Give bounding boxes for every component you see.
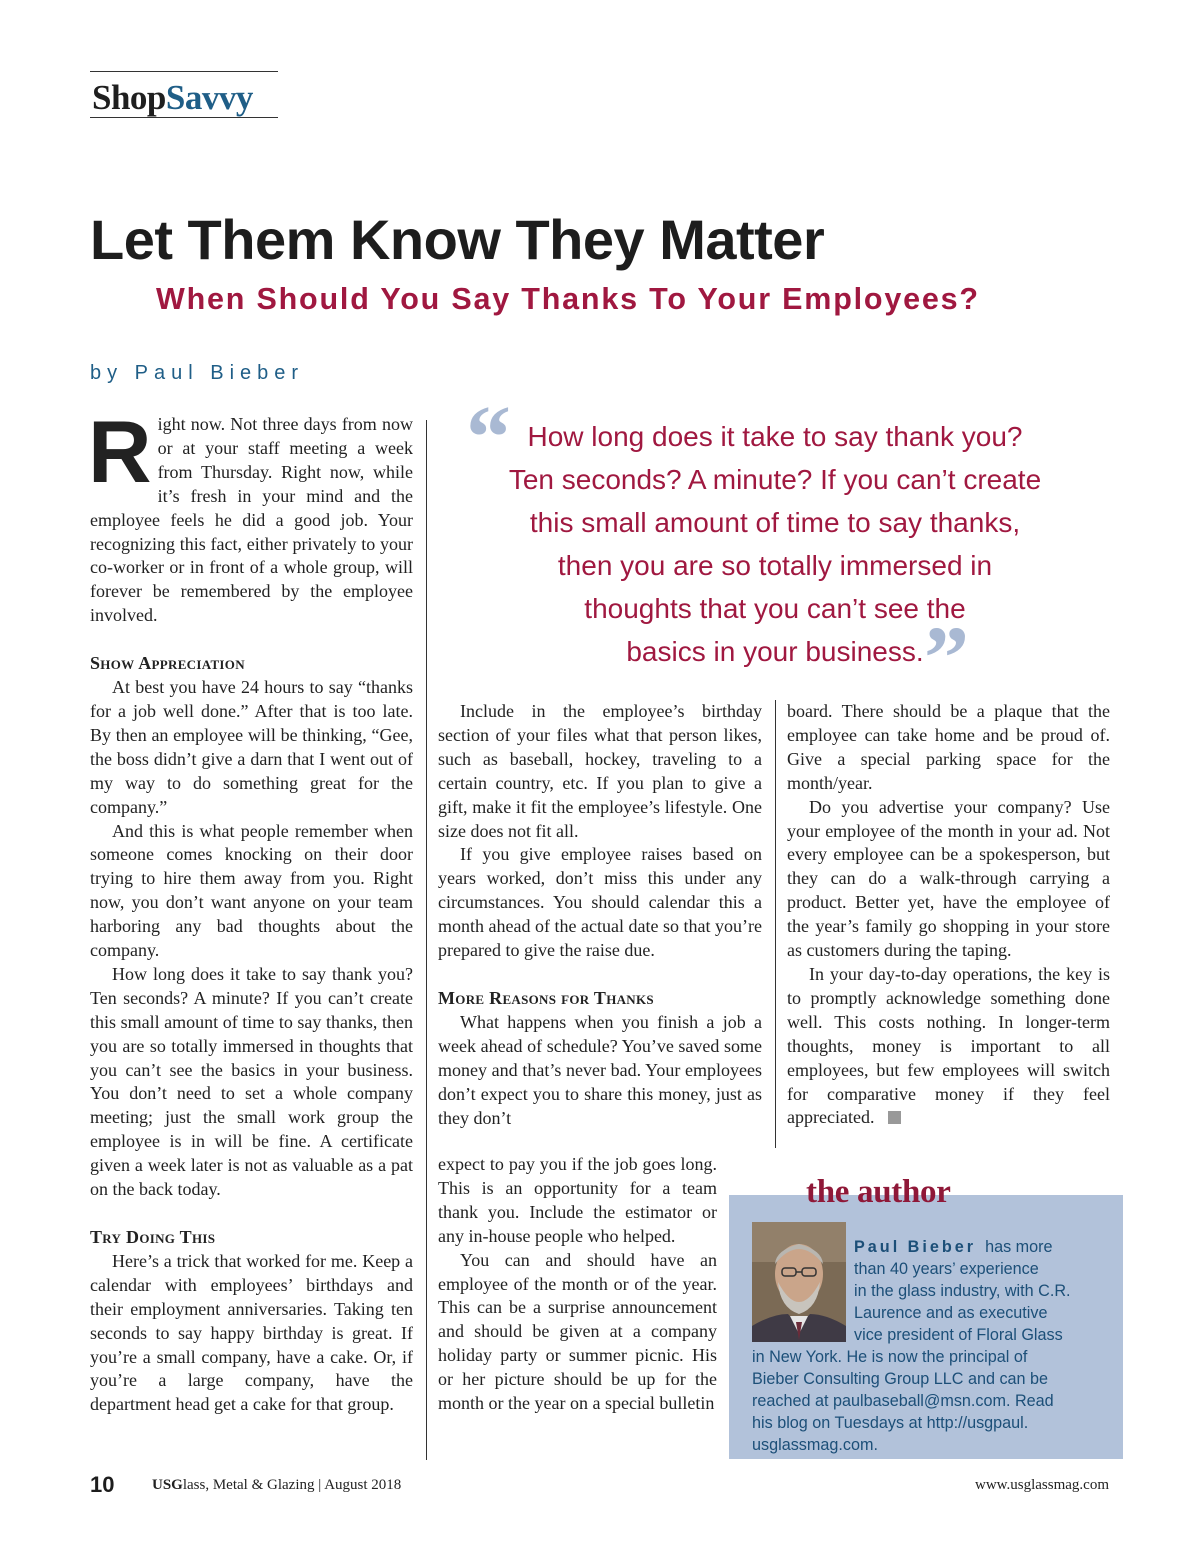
pull-quote — [462, 415, 1088, 673]
department-rule-bottom — [90, 117, 278, 118]
pull-quote-line: this small amount of time to say thanks, — [529, 507, 1021, 538]
column-rule-1 — [426, 420, 427, 1460]
paragraph: If you give employee raises based on years worked, don’t miss this under any circumstances. You should calendar this a month ahead of the actual date so that you’re prepared to give the raise due. — [438, 844, 762, 961]
department-rule-top — [90, 71, 278, 72]
publication-name: USGlass, Metal & Glazing | August 2018 — [152, 1477, 402, 1493]
author-bio-line: in the glass industry, with C.R. — [854, 1282, 1071, 1300]
column-2 — [438, 700, 762, 1130]
open-quote-mark: “ — [466, 388, 511, 487]
issue-date: August 2018 — [324, 1477, 402, 1493]
author-bio-line: than 40 years’ experience — [854, 1260, 1039, 1278]
intro-text: ight now. Not three days from now or at your staff meeting a week from Thursday. Right now, while it’s fresh in your mind and the employee feels he did a good job. Your recognizing this fact, either privately to your co-worker or in front of a whole group, will forever be remembered by the employee involved. — [90, 414, 413, 626]
pull-quote-line: thoughts that you can’t see the — [584, 593, 966, 624]
column-2-narrow — [438, 1153, 717, 1416]
section-heading-show-appreciation: Show Appreciation — [90, 653, 245, 674]
paragraph: Here’s a trick that worked for me. Keep a calendar with employees’ birthdays and their employment anniversaries. Taking ten seconds to say happy birthday is great. If you’re a small company, have a cake. Or, if you’re a large company, have the department head get a cake for that group. — [90, 1250, 413, 1415]
author-bio-line: Paul Bieber has more — [854, 1238, 1053, 1256]
section-heading-more-reasons: More Reasons for Thanks — [438, 987, 654, 1008]
author-bio-line: Bieber Consulting Group LLC and can be — [752, 1370, 1049, 1388]
paragraph-text: In your day-to-day operations, the key is to promptly acknowledge something done well. This costs nothing. In longer-term thoughts, money is important to all employees, but few employees will switch for comparative money if they feel appreciated. — [787, 963, 1110, 1128]
page-number: 10 — [90, 1472, 115, 1497]
department-label-part2: Savvy — [165, 78, 253, 117]
author-name: Paul Bieber — [854, 1238, 977, 1256]
column-rule-2 — [775, 700, 776, 1148]
close-quote-mark: ” — [924, 609, 969, 708]
end-of-article-mark — [888, 1111, 901, 1124]
column-1 — [88, 402, 413, 1417]
author-bio-line: Laurence and as executive — [854, 1304, 1048, 1322]
column-3 — [787, 700, 1110, 1130]
author-bio-line: reached at paulbaseball@msn.com. Read — [752, 1392, 1054, 1410]
article-subhead: When Should You Say Thanks To Your Employees? — [156, 282, 980, 316]
website-url: www.usglassmag.com — [974, 1477, 1109, 1493]
author-bio-line: his blog on Tuesdays at http://usgpaul. — [752, 1414, 1029, 1432]
paragraph: You can and should have an employee of the month or of the year. This can be a surprise announcement and should be given at a company holiday party or summer picnic. His or her picture should be up for the month or the year on a special bulletin — [438, 1249, 717, 1414]
paragraph: How long does it take to say thank you? Ten seconds? A minute? If you can’t create this small amount of time to say thanks, then you are so totally immersed in thoughts that you can’t see the basics in your business. You don’t need to set a whole company meeting; just the small work group the employee is in will be fine. A certificate given a week later is not as valuable as a pat on the back today. — [90, 963, 413, 1200]
author-bio — [752, 1236, 1112, 1456]
author-bio-line: vice president of Floral Glass — [854, 1326, 1063, 1344]
paragraph: Do you advertise your company? Use your employee of the month in your ad. Not every employee can be a spokesperson, but they can do a walk-through carrying a product. Better yet, have the employee of the year’s family go shopping in your store as customers during the taping. — [787, 796, 1110, 961]
intro-paragraph — [88, 402, 413, 628]
article-byline: by Paul Bieber — [90, 362, 305, 384]
author-bio-line: usglassmag.com. — [752, 1436, 878, 1454]
department-label — [92, 80, 253, 116]
department-label-part1: Shop — [92, 78, 166, 117]
pull-quote-line: basics in your business. — [626, 636, 924, 667]
author-box-title: the author — [806, 1174, 951, 1210]
pull-quote-line: How long does it take to say thank you? — [527, 421, 1023, 452]
author-bio-line: in New York. He is now the principal of — [752, 1348, 1028, 1366]
section-heading-try-doing-this: Try Doing This — [90, 1227, 216, 1247]
paragraph: expect to pay you if the job goes long. This is an opportunity for a team thank you. Include the estimator or any in-house people who helped. — [438, 1154, 717, 1246]
pull-quote-line: Ten seconds? A minute? If you can’t create — [508, 464, 1042, 495]
paragraph: At best you have 24 hours to say “thanks for a job well done.” After that is too late. By then an employee will be thinking, “Gee, the boss didn’t give a darn that I went out of my way to do something great for the company.” — [90, 677, 413, 817]
drop-cap: R — [88, 402, 152, 501]
article-headline: Let Them Know They Matter — [90, 208, 825, 271]
pull-quote-line: then you are so totally immersed in — [557, 550, 993, 581]
paragraph — [787, 963, 1110, 1130]
paragraph: What happens when you finish a job a week ahead of schedule? You’ve saved some money and that’s never bad. Your employees don’t expect you to share this money, just as they don’t — [438, 1011, 762, 1128]
paragraph: board. There should be a plaque that the employee can take home and be proud of. Give a special parking space for the month/year. — [787, 701, 1110, 793]
paragraph: Include in the employee’s birthday section of your files what that person likes, such as baseball, hockey, traveling to a certain country, etc. If you plan to give a gift, make it fit the employee’s lifestyle. One size does not fit all. — [438, 701, 762, 841]
paragraph: And this is what people remember when someone comes knocking on their door trying to hire them away from you. Right now, you don’t want anyone on your team harboring any bad thoughts about the company. — [90, 820, 413, 961]
